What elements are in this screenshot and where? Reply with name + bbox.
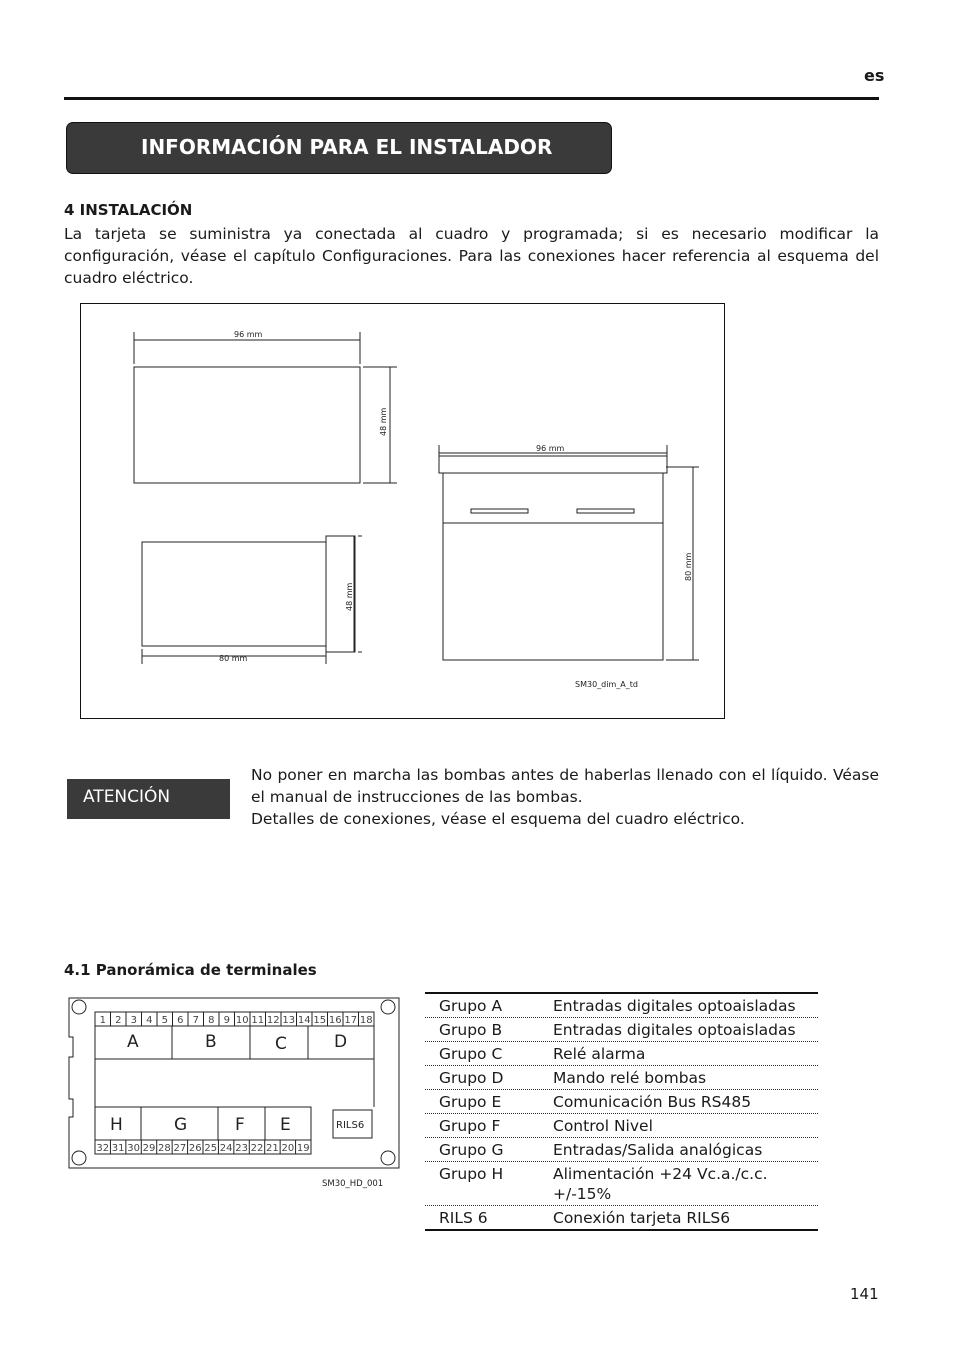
attention-badge bbox=[67, 779, 230, 819]
terminal-board-code: SM30_HD_001 bbox=[322, 1179, 384, 1189]
table-row bbox=[425, 1042, 818, 1066]
terminal-number: 32 bbox=[96, 1143, 110, 1154]
table-row bbox=[425, 1162, 818, 1206]
terminal-number: 21 bbox=[266, 1143, 279, 1154]
top-width-label: 96 mm bbox=[536, 444, 565, 453]
table-row bbox=[425, 1018, 818, 1042]
page-number: 141 bbox=[850, 1285, 879, 1303]
section-41-heading: 4.1 Panorámica de terminales bbox=[64, 961, 317, 979]
section-banner bbox=[66, 122, 612, 174]
banner-title: INFORMACIÓN PARA EL INSTALADOR bbox=[141, 135, 553, 159]
dimension-drawing bbox=[80, 303, 725, 719]
front-width-label: 96 mm bbox=[234, 330, 263, 339]
terminal-number: 15 bbox=[313, 1015, 327, 1026]
side-height-label: 48 mm bbox=[345, 582, 354, 611]
rils6-label: RILS6 bbox=[336, 1120, 365, 1131]
group-label-D: D bbox=[334, 1032, 348, 1052]
group-description: Entradas digitales optoaisladas bbox=[553, 997, 796, 1015]
group-label-A: A bbox=[127, 1032, 139, 1052]
table-row bbox=[425, 1090, 818, 1114]
terminal-number: 10 bbox=[235, 1015, 249, 1026]
terminal-number: 6 bbox=[177, 1015, 184, 1026]
group-description: Entradas digitales optoaisladas bbox=[553, 1021, 796, 1039]
terminal-number: 11 bbox=[251, 1015, 265, 1026]
group-label-H: H bbox=[110, 1115, 123, 1135]
top-depth-label: 80 mm bbox=[684, 552, 693, 581]
terminal-number: 30 bbox=[127, 1143, 140, 1154]
terminal-board-diagram bbox=[68, 997, 402, 1172]
terminal-number: 22 bbox=[250, 1143, 264, 1154]
drawing-code: SM30_dim_A_td bbox=[575, 680, 638, 689]
group-description: Comunicación Bus RS485 bbox=[553, 1093, 752, 1111]
terminal-number: 29 bbox=[142, 1143, 156, 1154]
front-height-label: 48 mm bbox=[379, 407, 388, 436]
table-row bbox=[425, 1206, 818, 1229]
terminal-number: 19 bbox=[296, 1143, 310, 1154]
terminal-number: 1 bbox=[99, 1015, 106, 1026]
group-name: Grupo E bbox=[439, 1093, 502, 1111]
terminal-number: 31 bbox=[111, 1143, 125, 1154]
terminal-number: 12 bbox=[266, 1015, 280, 1026]
group-label-F: F bbox=[235, 1115, 245, 1135]
terminal-number: 28 bbox=[158, 1143, 171, 1154]
terminal-number: 2 bbox=[115, 1015, 122, 1026]
group-name: RILS 6 bbox=[439, 1209, 488, 1227]
terminal-number: 17 bbox=[344, 1015, 358, 1026]
group-name: Grupo C bbox=[439, 1045, 503, 1063]
attention-line-2: Detalles de conexiones, véase el esquema del cuadro eléctrico. bbox=[251, 810, 745, 828]
terminal-number: 23 bbox=[235, 1143, 248, 1154]
group-label-B: B bbox=[205, 1032, 217, 1052]
group-name: Grupo F bbox=[439, 1117, 501, 1135]
group-label-E: E bbox=[280, 1115, 291, 1135]
terminal-number: 14 bbox=[297, 1015, 311, 1026]
terminal-groups-table bbox=[425, 992, 818, 1231]
terminal-number: 16 bbox=[328, 1015, 342, 1026]
group-name: Grupo D bbox=[439, 1069, 504, 1087]
terminal-number: 8 bbox=[208, 1015, 215, 1026]
group-name: Grupo G bbox=[439, 1141, 504, 1159]
terminal-number: 7 bbox=[192, 1015, 199, 1026]
group-description: Alimentación +24 Vc.a./c.c. +/-15% bbox=[553, 1165, 768, 1203]
table-row bbox=[425, 1138, 818, 1162]
terminal-number: 9 bbox=[223, 1015, 230, 1026]
terminal-number: 26 bbox=[188, 1143, 202, 1154]
terminal-number: 4 bbox=[146, 1015, 153, 1026]
header-rule bbox=[64, 97, 879, 100]
group-label-G: G bbox=[174, 1115, 188, 1135]
terminal-number: 3 bbox=[130, 1015, 137, 1026]
attention-line-1: No poner en marcha las bombas antes de haberlas llenado con el líquido. Véase el manual de instrucciones de las bombas. bbox=[251, 766, 879, 806]
group-name: Grupo H bbox=[439, 1165, 504, 1183]
terminal-number: 18 bbox=[359, 1015, 373, 1026]
side-depth-label: 80 mm bbox=[219, 654, 248, 663]
terminal-number: 25 bbox=[204, 1143, 218, 1154]
group-description: Entradas/Salida analógicas bbox=[553, 1141, 763, 1159]
attention-text bbox=[251, 764, 879, 830]
side-view bbox=[142, 542, 326, 646]
section-4-body: La tarjeta se suministra ya conectada al cuadro y programada; si es necesario modificar la configuración, véase el capítulo Configuraciones. Para las conexiones hacer referencia al esquema del cuadro eléctrico. bbox=[64, 225, 879, 287]
group-description: Conexión tarjeta RILS6 bbox=[553, 1209, 731, 1227]
section-4-heading: 4 INSTALACIÓN bbox=[64, 201, 193, 219]
terminal-number: 27 bbox=[173, 1143, 187, 1154]
group-name: Grupo A bbox=[439, 997, 503, 1015]
terminal-number: 5 bbox=[161, 1015, 168, 1026]
table-row bbox=[425, 1114, 818, 1138]
table-row bbox=[425, 994, 818, 1018]
group-description: Mando relé bombas bbox=[553, 1069, 707, 1087]
group-description: Relé alarma bbox=[553, 1045, 646, 1063]
top-view bbox=[443, 473, 663, 660]
language-code: es bbox=[864, 66, 885, 85]
terminal-number: 24 bbox=[219, 1143, 233, 1154]
terminal-number: 20 bbox=[281, 1143, 295, 1154]
group-name: Grupo B bbox=[439, 1021, 503, 1039]
terminal-number: 13 bbox=[282, 1015, 296, 1026]
group-description: Control Nivel bbox=[553, 1117, 653, 1135]
front-view bbox=[134, 367, 360, 483]
group-label-C: C bbox=[275, 1034, 287, 1054]
table-row bbox=[425, 1066, 818, 1090]
attention-label: ATENCIÓN bbox=[83, 787, 171, 807]
